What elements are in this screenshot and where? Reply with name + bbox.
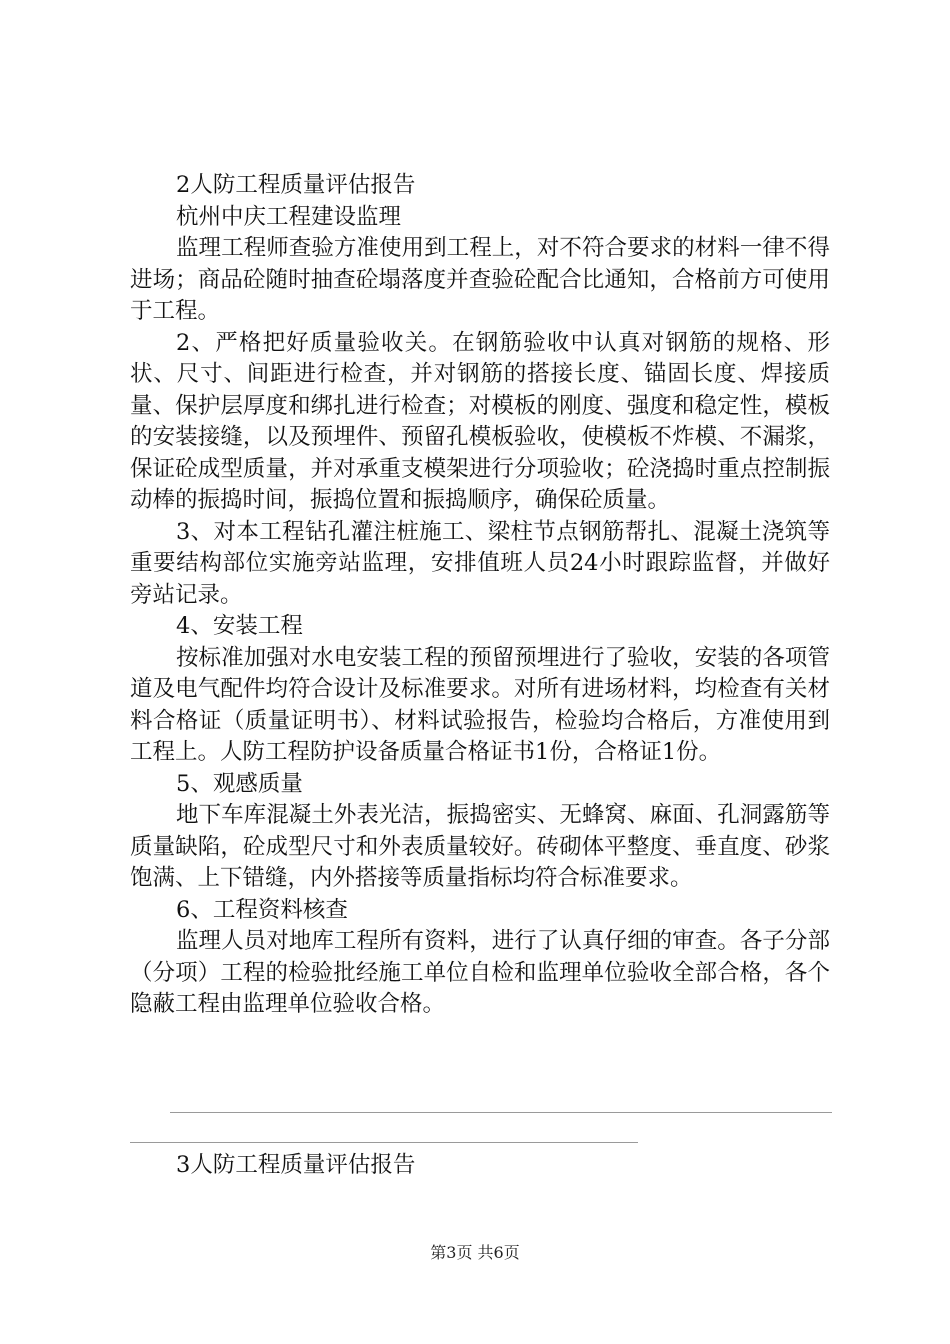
paragraph: 按标准加强对水电安装工程的预留预埋进行了验收，安装的各项管道及电气配件均符合设计及标准要求。对所有进场材料，均检查有关材料合格证（质量证明书）、材料试验报告，检验均合格后，方准使用到工程上。人防工程防护设备质量合格证书1份，合格证1份。: [130, 644, 830, 765]
paragraph: 2、严格把好质量验收关。在钢筋验收中认真对钢筋的规格、形状、尺寸、间距进行检查，并对钢筋的搭接长度、锚固长度、焊接质量、保护层厚度和绑扎进行检查；对模板的刚度、强度和稳定性，模板的安装接缝，以及预埋件、预留孔模板验收，使模板不炸模、不漏浆，保证砼成型质量，并对承重支模架进行分项验收；砼浇捣时重点控制振动棒的振捣时间，振捣位置和振捣顺序，确保砼质量。: [130, 329, 830, 513]
document-body: [130, 170, 830, 1021]
divider-line: [130, 1142, 638, 1143]
page-number: 第3页 共6页: [430, 1243, 520, 1262]
paragraph: 3、对本工程钻孔灌注桩施工、梁柱节点钢筋帮扎、混凝土浇筑等重要结构部位实施旁站监理，安排值班人员24小时跟踪监督，并做好旁站记录。: [130, 518, 830, 608]
doc-title: 2人防工程质量评估报告: [176, 172, 416, 198]
section-heading: 5、观感质量: [176, 770, 303, 797]
doc-subtitle: 杭州中庆工程建设监理: [176, 203, 402, 230]
paragraph: 地下车库混凝土外表光洁，振捣密实、无蜂窝、麻面、孔洞露筋等质量缺陷，砼成型尺寸和外表质量较好。砖砌体平整度、垂直度、砂浆饱满、上下错缝，内外搭接等质量指标均符合标准要求。: [130, 802, 830, 891]
paragraph: 监理工程师查验方准使用到工程上，对不符合要求的材料一律不得进场；商品砼随时抽查砼塌落度并查验砼配合比通知，合格前方可使用于工程。: [130, 235, 830, 324]
section-heading: 6、工程资料核查: [176, 896, 348, 923]
section-heading: 4、安装工程: [176, 613, 303, 639]
next-section-title: 3人防工程质量评估报告: [176, 1152, 416, 1178]
divider-line: [170, 1112, 832, 1113]
paragraph: 监理人员对地库工程所有资料，进行了认真仔细的审查。各子分部（分项）工程的检验批经施工单位自检和监理单位验收全部合格，各个隐蔽工程由监理单位验收合格。: [130, 928, 830, 1017]
